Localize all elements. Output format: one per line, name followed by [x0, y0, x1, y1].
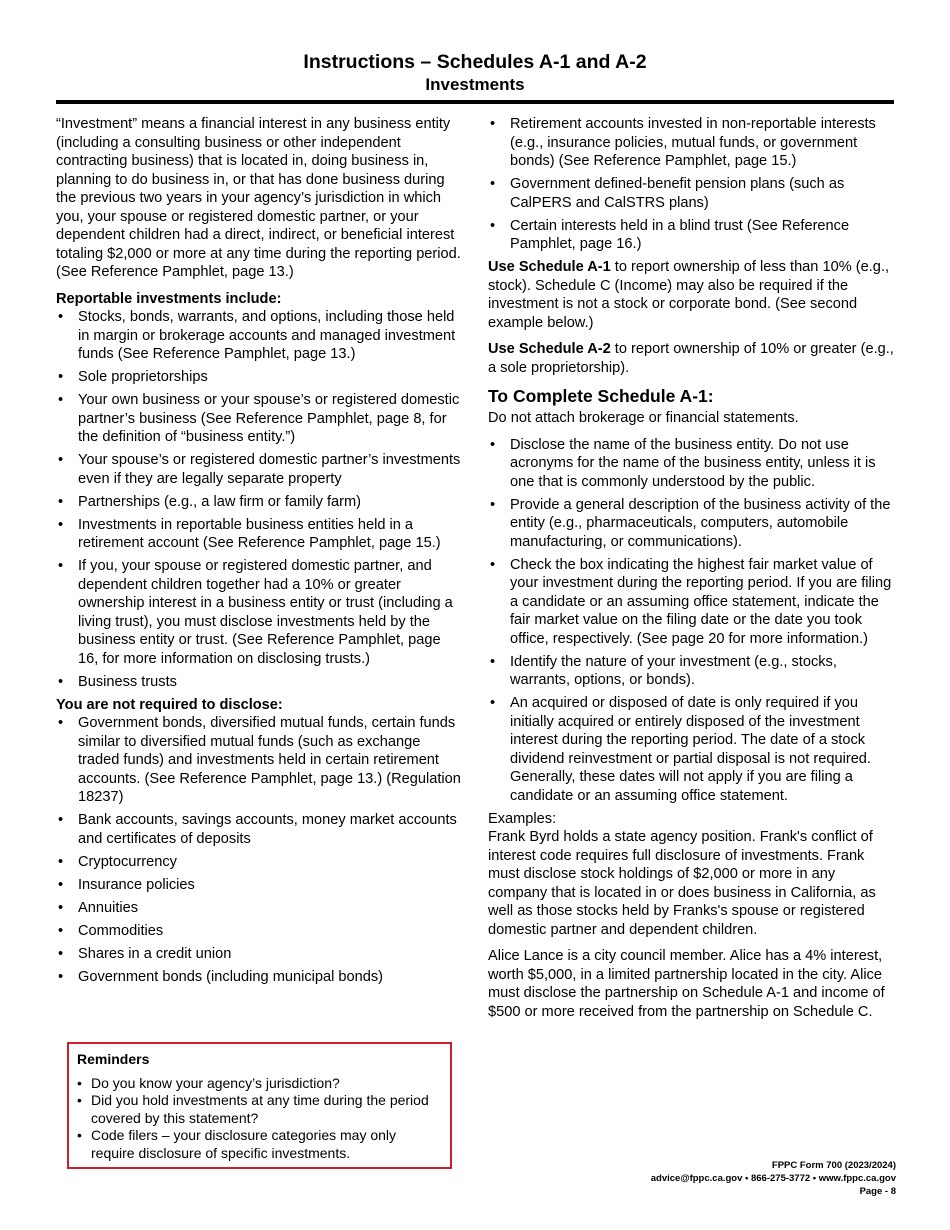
list-item: • Disclose the name of the business entity. Do not use acronyms for the name of the business entity, unless it is one that is commonly understood by the public.	[488, 436, 898, 492]
schedule-a1-label: Use Schedule A-1	[488, 259, 611, 275]
header-rule	[56, 100, 894, 104]
list-item: • Government bonds (including municipal bonds)	[56, 968, 462, 987]
list-item: • Partnerships (e.g., a law firm or family farm)	[56, 493, 462, 512]
list-item: • Sole proprietorships	[56, 368, 462, 387]
list-item: • Commodities	[56, 922, 462, 941]
list-item: • Business trusts	[56, 673, 462, 692]
form-identifier: FPPC Form 700 (2023/2024)	[771, 1160, 896, 1171]
list-item: • Do you know your agency’s jurisdiction?	[77, 1075, 442, 1093]
schedule-a2-usage	[488, 340, 898, 377]
list-item: • An acquired or disposed of date is only required if you initially acquired or entirely disposed of the investment interest during the reporting period. The date of a stock dividend reinvestment or partial disposal is not required. Generally, these dates will not apply if you are filing a candidate or an assuming office statement.	[488, 694, 898, 805]
list-item: • Retirement accounts invested in non-reportable interests (e.g., insurance policies, mutual funds, or government bonds) (See Reference Pamphlet, page 15.)	[488, 115, 898, 171]
page-footer	[651, 1159, 896, 1198]
schedule-a1-text: to report ownership of less than 10% (e.g., stock). Schedule C (Income) may also be required if the investment is not a stock or corporate bond. (See second example below.)	[488, 259, 889, 331]
list-item: • If you, your spouse or registered domestic partner, and dependent children together had a 10% or greater ownership interest in a business entity or trust (including a living trust), you must disclose investments held by the business entity or trust. (See Reference Pamphlet, page 16, for more information on disclosing trusts.)	[56, 557, 462, 668]
list-item: • Investments in reportable business entities held in a retirement account (See Reference Pamphlet, page 15.)	[56, 516, 462, 553]
schedule-a2-label: Use Schedule A-2	[488, 341, 611, 357]
list-item: • Did you hold investments at any time during the period covered by this statement?	[77, 1092, 442, 1127]
reminders-list	[77, 1075, 442, 1163]
list-item: • Government bonds, diversified mutual funds, certain funds similar to diversified mutual funds (such as exchange traded funds) and investments held in certain retirement accounts. (See Reference Pamphlet, page 13.) (Regulation 18237)	[56, 714, 462, 807]
schedule-a1-usage	[488, 258, 898, 332]
list-item: • Check the box indicating the highest fair market value of your investment during the reporting period. If you are filing a candidate or an assuming office statement, indicate the fair market value on the filing date or the date you took office, respectively. (See page 20 for more information.)	[488, 556, 898, 649]
complete-schedule-heading: To Complete Schedule A-1:	[488, 386, 714, 406]
right-column	[488, 115, 898, 1029]
list-item: • Insurance policies	[56, 876, 462, 895]
not-required-list	[56, 714, 462, 986]
list-item: • Annuities	[56, 899, 462, 918]
page-subtitle: Investments	[425, 75, 525, 94]
reportable-heading: Reportable investments include:	[56, 290, 282, 307]
list-item: • Stocks, bonds, warrants, and options, including those held in margin or brokerage accounts and managed investment funds (See Reference Pamphlet, page 13.)	[56, 308, 462, 364]
reminders-box	[67, 1042, 452, 1169]
page-header	[56, 51, 894, 95]
list-item: • Code filers – your disclosure categories may only require disclosure of specific investments.	[77, 1127, 442, 1162]
complete-schedule-list	[488, 436, 898, 806]
list-item: • Identify the nature of your investment (e.g., stocks, warrants, options, or bonds).	[488, 653, 898, 690]
left-column	[56, 115, 462, 991]
complete-schedule-note: Do not attach brokerage or financial statements.	[488, 410, 799, 426]
list-item: • Shares in a credit union	[56, 945, 462, 964]
list-item: • Certain interests held in a blind trust (See Reference Pamphlet, page 16.)	[488, 217, 898, 254]
list-item: • Provide a general description of the business activity of the entity (e.g., pharmaceuticals, computers, automobile manufacturing, or communications).	[488, 496, 898, 552]
schedule-a2-text: to report ownership of 10% or greater (e.g., a sole proprietorship).	[488, 341, 894, 376]
list-item: • Cryptocurrency	[56, 853, 462, 872]
not-required-list-continued	[488, 115, 898, 254]
list-item: • Your spouse’s or registered domestic partner’s investments even if they are legally separate property	[56, 451, 462, 488]
list-item: • Government defined-benefit pension plans (such as CalPERS and CalSTRS plans)	[488, 175, 898, 212]
example-frank: Frank Byrd holds a state agency position. Frank's conflict of interest code requires full disclosure of investments. Frank must disclose stock holdings of $2,000 or more in any company that is located in or does business in California, as well as those stocks held by Franks's spouse or registered domestic partner and dependent children.	[488, 829, 876, 938]
reportable-list	[56, 308, 462, 691]
page-title: Instructions – Schedules A-1 and A-2	[303, 51, 647, 73]
list-item: • Your own business or your spouse’s or registered domestic partner’s business (See Reference Pamphlet, page 8, for the definition of “business entity.”)	[56, 391, 462, 447]
reminders-title: Reminders	[77, 1051, 150, 1067]
not-required-heading: You are not required to disclose:	[56, 696, 283, 713]
examples-label: Examples:	[488, 810, 557, 827]
example-alice: Alice Lance is a city council member. Alice has a 4% interest, worth $5,000, in a limited partnership located in the city. Alice must disclose the partnership on Schedule A-1 and income of $500 or more received from the partnership on Schedule C.	[488, 948, 885, 1020]
investment-definition: “Investment” means a financial interest in any business entity (including a consulting business or other independent contracting business) that is located in, doing business in, planning to do business in, or that has done business during the previous two years in your agency’s jurisdiction in which you, your spouse or registered domestic partner, or your dependent children had a direct, indirect, or beneficial interest totaling $2,000 or more at any time during the reporting period. (See Reference Pamphlet, page 13.)	[56, 116, 461, 280]
contact-info: advice@fppc.ca.gov • 866-275-3772 • www.fppc.ca.gov	[650, 1173, 896, 1184]
list-item: • Bank accounts, savings accounts, money market accounts and certificates of deposits	[56, 811, 462, 848]
page-number: Page - 8	[859, 1186, 896, 1197]
